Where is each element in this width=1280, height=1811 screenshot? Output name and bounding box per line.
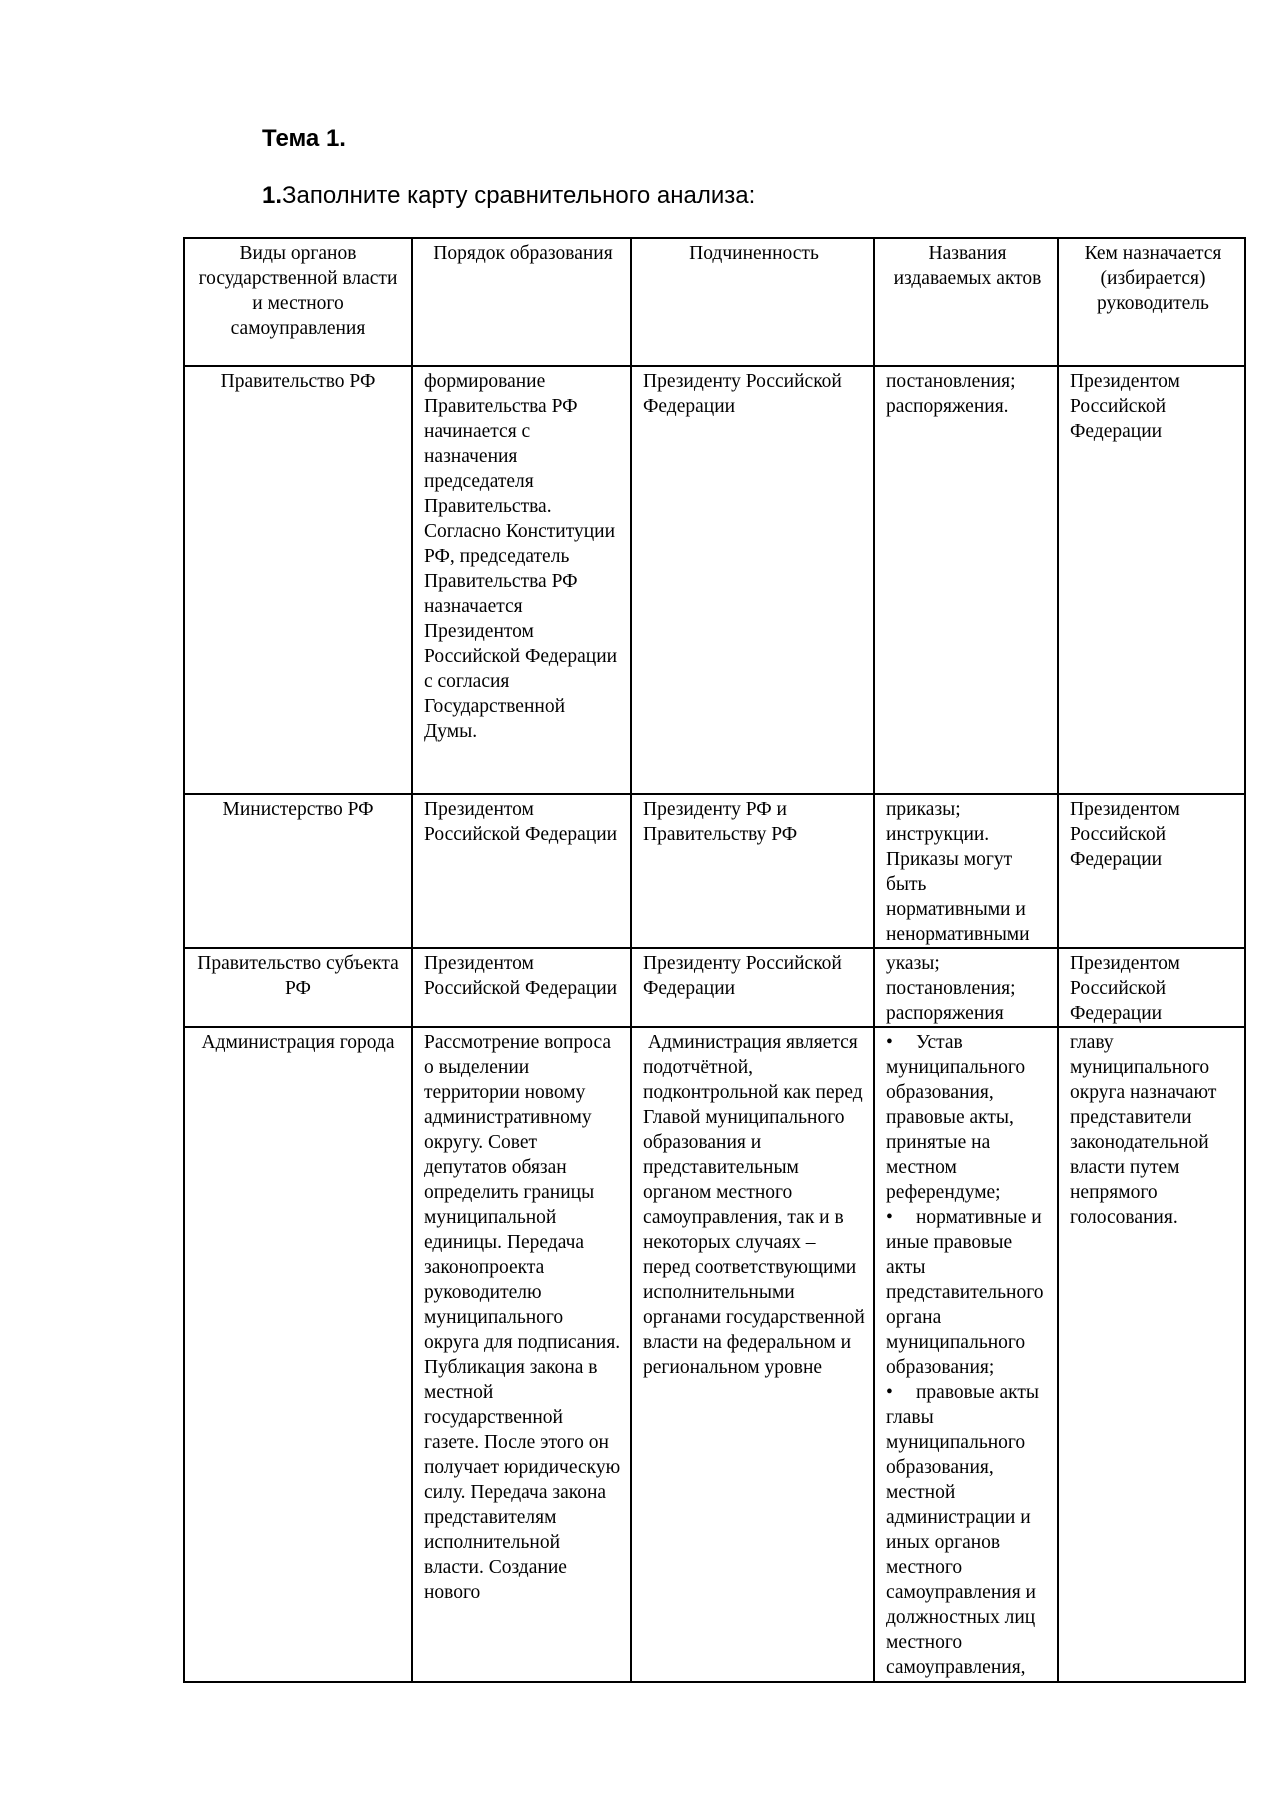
comparative-analysis-table [183, 237, 1246, 1683]
acts-list [886, 1030, 1049, 1681]
table-cell: Правительство РФ [184, 366, 412, 794]
table-header-row [184, 238, 1245, 366]
list-item [886, 1030, 1049, 1205]
list-item-text: правовые акты главы муниципального образования, местной администрации и иных органов местного самоуправления и должностных лиц местного самоуправления, [886, 1382, 1039, 1678]
cell-text: Рассмотрение вопроса о выделении территории новому административному округу. Совет депутатов обязан определить границы муниципальной единицы. Передача законопроекта руководителю муниципального округа для подписания. Публикация закона в местной государственной газете. После этого он получает юридическую силу. Передача закона представителям исполнительной власти. Создание нового [424, 1032, 621, 1603]
table-cell: Президентом Российской Федерации [1058, 794, 1245, 948]
table-cell: приказы; инструкции. Приказы могут быть нормативными и ненормативными [874, 794, 1058, 948]
page-title: Тема 1. [262, 125, 346, 152]
bullet-icon: • [886, 1207, 893, 1228]
table-cell: Президентом Российской Федерации [412, 948, 631, 1027]
list-item [886, 1205, 1049, 1380]
table-cell: Президенту РФ и Правительству РФ [631, 794, 874, 948]
table-row [184, 948, 1245, 1027]
table-cell: Администрация является подотчётной, подконтрольной как перед Главой муниципального образования и представительным органом местного самоуправления, так и в некоторых случаях – перед соответствующими исполнительными органами государственной власти на федеральном и региональном уровне [631, 1027, 874, 1682]
table-cell [412, 1027, 631, 1682]
table-row [184, 794, 1245, 948]
bullet-icon: • [886, 1032, 893, 1053]
task-number: 1. [262, 182, 283, 209]
table-cell: Президентом Российской Федерации [1058, 948, 1245, 1027]
table-cell: Министерство РФ [184, 794, 412, 948]
header-cell: Кем назначается (избирается) руководитель [1058, 238, 1245, 366]
table-cell [874, 1027, 1058, 1682]
table-cell: Правительство субъекта РФ [184, 948, 412, 1027]
table-cell: формирование Правительства РФ начинается с назначения председателя Правительства. Согласно Конституции РФ, председатель Правительства РФ назначается Президентом Российской Федерации с согласия Государственной Думы. [412, 366, 631, 794]
table-cell: главу муниципального округа назначают представители законодательной власти путем непрямого голосования. [1058, 1027, 1245, 1682]
table-cell: Администрация города [184, 1027, 412, 1682]
table-cell: Президентом Российской Федерации [1058, 366, 1245, 794]
list-item-text: нормативные и иные правовые акты представительного органа муниципального образования; [886, 1207, 1044, 1378]
header-cell: Подчиненность [631, 238, 874, 366]
task-heading [262, 181, 755, 211]
table-row [184, 366, 1245, 794]
header-cell: Названия издаваемых актов [874, 238, 1058, 366]
table-cell: указы; постановления; распоряжения [874, 948, 1058, 1027]
task-text: Заполните карту сравнительного анализа: [282, 182, 756, 209]
list-item-text: Устав муниципального образования, правовые акты, принятые на местном референдуме; [886, 1032, 1026, 1203]
table-cell: постановления; распоряжения. [874, 366, 1058, 794]
header-cell: Порядок образования [412, 238, 631, 366]
table-cell: Президенту Российской Федерации [631, 948, 874, 1027]
table-cell: Президенту Российской Федерации [631, 366, 874, 794]
table-cell: Президентом Российской Федерации [412, 794, 631, 948]
bullet-icon: • [886, 1382, 893, 1403]
list-item [886, 1380, 1049, 1680]
table-row [184, 1027, 1245, 1682]
header-cell: Виды органов государственной власти и местного самоуправления [184, 238, 412, 366]
